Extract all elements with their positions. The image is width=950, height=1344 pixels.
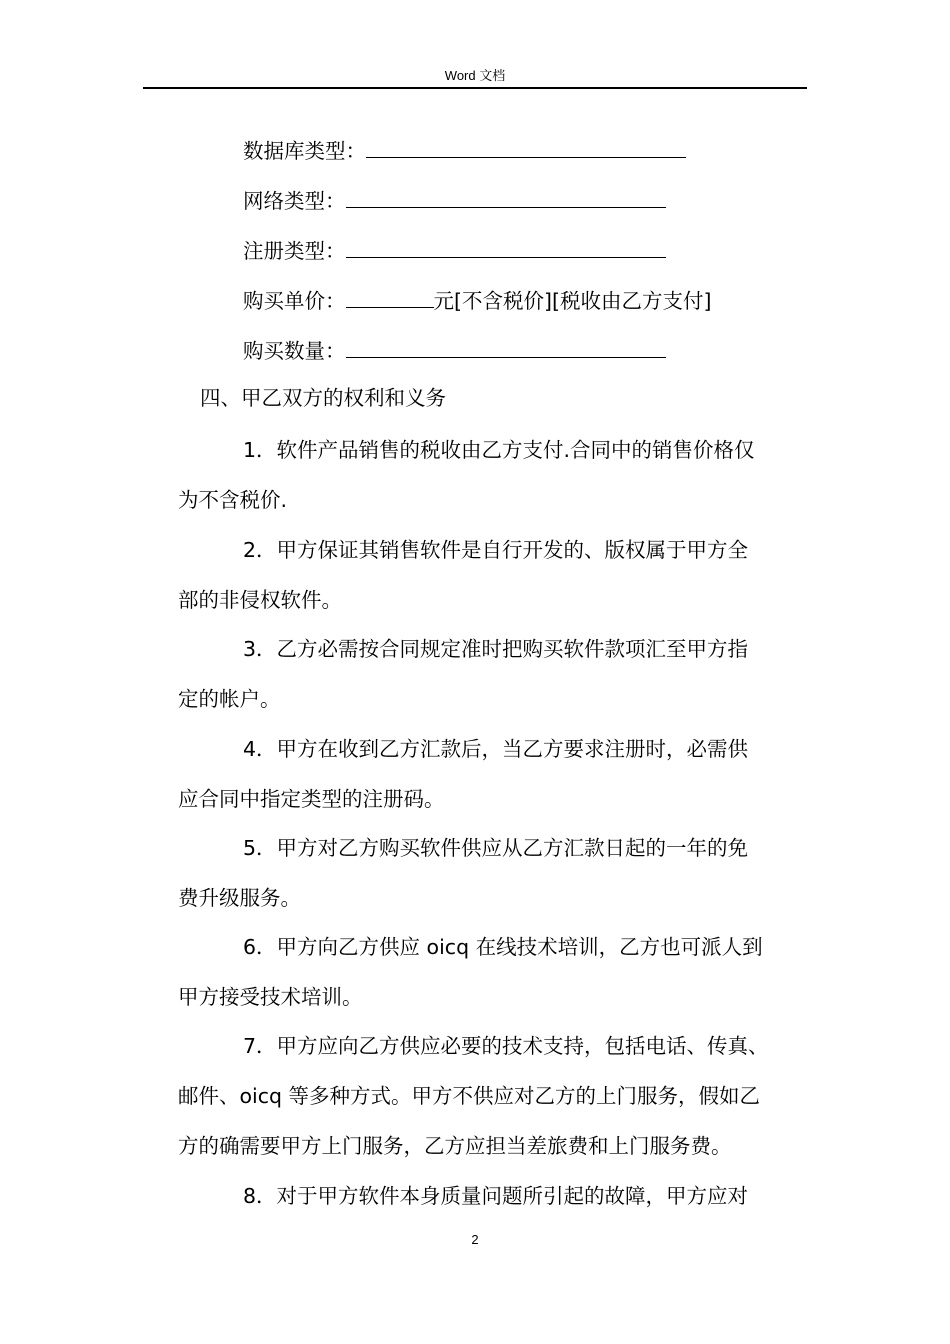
body-line: 2．甲方保证其销售软件是自行开发的、版权属于甲方全 — [243, 538, 749, 562]
body-line: 费升级服务。 — [178, 886, 301, 910]
blank-line — [346, 336, 666, 358]
field-registration-type — [243, 236, 666, 266]
body-line: 6．甲方向乙方供应 oicq 在线技术培训，乙方也可派人到 — [243, 935, 763, 959]
blank-line — [346, 236, 666, 258]
body-line: 甲方接受技术培训。 — [178, 985, 363, 1009]
body-line: 3．乙方必需按合同规定准时把购买软件款项汇至甲方指 — [243, 637, 749, 661]
field-label: 网络类型： — [243, 189, 346, 213]
header-divider — [143, 87, 807, 89]
field-label: 注册类型： — [243, 239, 346, 263]
field-unit-price — [243, 286, 712, 316]
section-title: 四、甲乙双方的权利和义务 — [200, 386, 446, 410]
body-line: 部的非侵权软件。 — [178, 588, 342, 612]
page-header-title: Word 文档 — [444, 68, 506, 83]
field-suffix: 元[不含税价][税收由乙方支付] — [433, 289, 712, 313]
field-database-type — [243, 136, 686, 166]
blank-line — [346, 286, 434, 308]
body-line: 邮件、oicq 等多种方式。甲方不供应对乙方的上门服务，假如乙 — [178, 1084, 761, 1108]
field-label: 数据库类型： — [243, 139, 366, 163]
body-line: 定的帐户。 — [178, 687, 281, 711]
blank-line — [346, 186, 666, 208]
body-line: 4．甲方在收到乙方汇款后，当乙方要求注册时，必需供 — [243, 737, 749, 761]
body-line: 1．软件产品销售的税收由乙方支付.合同中的销售价格仅 — [243, 438, 755, 462]
field-label: 购买单价： — [243, 289, 346, 313]
field-label: 购买数量： — [243, 339, 346, 363]
body-line: 应合同中指定类型的注册码。 — [178, 787, 445, 811]
field-network-type — [243, 186, 666, 216]
field-quantity — [243, 336, 666, 366]
body-line: 7．甲方应向乙方供应必要的技术支持，包括电话、传真、 — [243, 1034, 769, 1058]
blank-line — [366, 136, 686, 158]
body-line: 5．甲方对乙方购买软件供应从乙方汇款日起的一年的免 — [243, 836, 749, 860]
body-line: 方的确需要甲方上门服务，乙方应担当差旅费和上门服务费。 — [178, 1134, 732, 1158]
body-line: 为不含税价. — [178, 488, 288, 512]
page-number: 2 — [471, 1232, 479, 1247]
body-line: 8．对于甲方软件本身质量问题所引起的故障，甲方应对 — [243, 1184, 749, 1208]
